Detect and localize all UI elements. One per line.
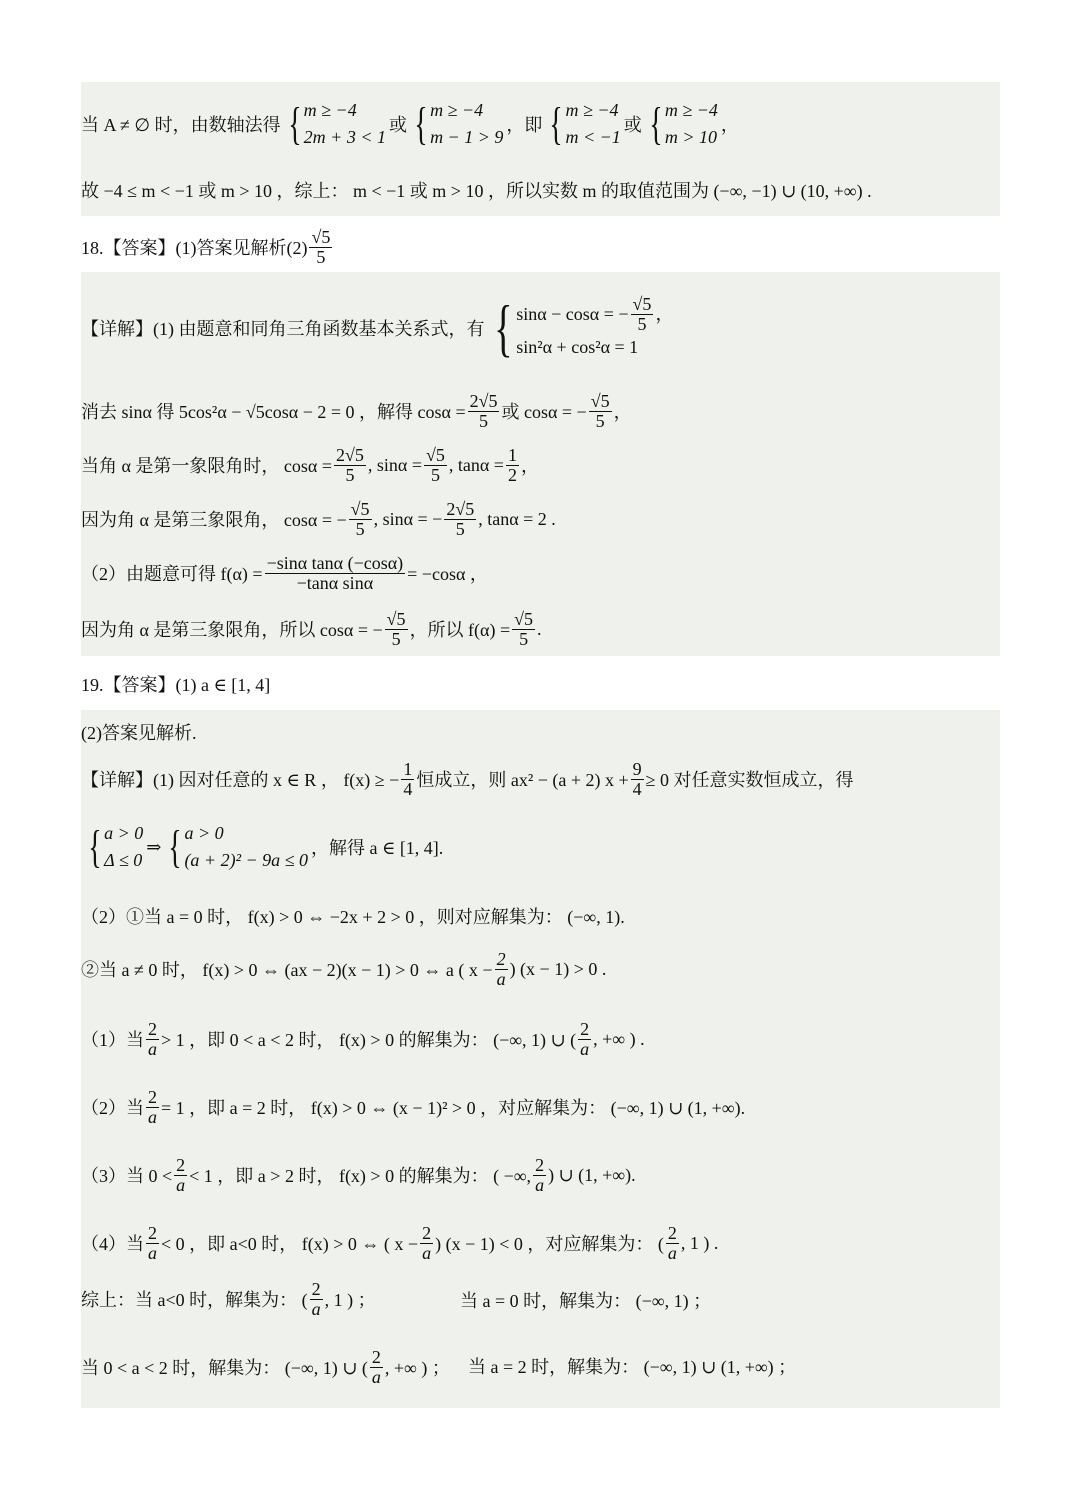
row: a > 0 xyxy=(104,823,144,843)
fraction xyxy=(420,1224,433,1263)
q18-detail-3 xyxy=(81,442,539,488)
fraction xyxy=(146,1020,159,1059)
numerator: 9 xyxy=(632,758,642,779)
text: , sinα = − xyxy=(373,508,443,529)
numerator: 2 xyxy=(148,1222,157,1243)
system-4: { m ≥ −4 m > 10 xyxy=(649,98,718,149)
numerator: 2 xyxy=(311,1278,321,1299)
text: ， xyxy=(613,402,632,422)
row: Δ ≤ 0 xyxy=(104,850,143,870)
denominator: a xyxy=(311,1298,321,1319)
text: 19.【答案】(1) a ∈ [1, 4] xyxy=(81,675,271,695)
text: ， xyxy=(520,456,539,476)
text: ) (x − 1) < 0 ，对应解集为： ( xyxy=(435,1234,664,1254)
denominator: a xyxy=(176,1174,186,1195)
fraction xyxy=(174,1156,187,1195)
text: ，所以 f(α) = xyxy=(409,620,511,640)
numerator: 2√5 xyxy=(446,498,475,519)
fraction xyxy=(309,228,332,267)
case-3 xyxy=(81,1152,636,1198)
denominator: a xyxy=(667,1242,677,1263)
fraction xyxy=(512,610,535,649)
fraction xyxy=(349,500,372,539)
fraction xyxy=(578,1020,591,1059)
case-1 xyxy=(81,1016,645,1062)
row: sin²α + cos²α = 1 xyxy=(516,336,639,357)
text: 【详解】(1) 由题意和同角三角函数基本关系式，有 xyxy=(81,319,485,339)
text: ) (x − 1) > 0 . xyxy=(509,958,607,979)
fraction xyxy=(589,392,612,431)
text: ) ∪ (1, +∞). xyxy=(548,1164,636,1185)
q19-detail-2 xyxy=(81,818,443,876)
fraction xyxy=(444,500,476,539)
numerator: 2 xyxy=(422,1222,432,1243)
system-1: { a > 0 Δ ≤ 0 xyxy=(88,821,144,872)
q19-detail-3 xyxy=(81,896,625,936)
denominator: 5 xyxy=(391,628,401,649)
numerator: 2 xyxy=(535,1154,545,1175)
row: m ≥ −4 xyxy=(664,100,718,120)
summary-1-right xyxy=(460,1280,711,1320)
row: m ≥ −4 xyxy=(430,100,484,120)
denominator: 4 xyxy=(403,778,413,799)
numerator: 2√5 xyxy=(469,390,498,411)
text: 18.【答案】(1)答案见解析(2) xyxy=(81,238,308,258)
denominator: a xyxy=(148,1242,157,1263)
text: 或 cosα = − xyxy=(501,402,587,422)
q19-detail-1 xyxy=(81,756,854,802)
numerator: √5 xyxy=(590,390,610,411)
numerator: 2 xyxy=(667,1222,677,1243)
numerator: √5 xyxy=(350,498,370,519)
numerator: √5 xyxy=(311,226,331,247)
numerator: √5 xyxy=(514,608,534,629)
denominator: a xyxy=(496,968,506,989)
text: 当 0 < a < 2 时，解集为： (−∞, 1) ∪ ( xyxy=(81,1358,368,1378)
row: m < −1 xyxy=(565,127,621,147)
numerator: 2 xyxy=(371,1346,381,1367)
denominator: a xyxy=(580,1038,590,1059)
fraction xyxy=(334,446,366,485)
numerator: 2 xyxy=(148,1086,157,1107)
text: > 1 ，即 0 < a < 2 时， f(x) > 0 的解集为： (−∞, 1) ∪ ( xyxy=(161,1030,577,1050)
row: m > 10 xyxy=(664,127,717,147)
q19-answer xyxy=(81,664,270,704)
fraction xyxy=(310,1280,323,1319)
text: 【详解】(1) 因对任意的 x ∈ R ， f(x) ≥ − xyxy=(81,770,400,790)
text: 因为角 α 是第三象限角， cosα = − xyxy=(81,510,347,530)
text: = −cosα ， xyxy=(407,564,488,584)
summary-2 xyxy=(81,1344,450,1390)
text: (2)答案见解析. xyxy=(81,723,197,743)
row: a > 0 xyxy=(184,823,224,843)
denominator: −tanα sinα xyxy=(296,572,374,593)
text: = 1 ，即 a = 2 时， f(x) > 0 ⇔ (x − 1)² > 0 ，对应解集为： (−∞, 1) ∪ (1, +∞). xyxy=(161,1098,746,1118)
denominator: 5 xyxy=(519,628,529,649)
denominator: a xyxy=(148,1038,157,1059)
text: （2）①当 a = 0 时， f(x) > 0 ⇔ −2x + 2 > 0 ，则对应解集为： (−∞, 1). xyxy=(81,907,625,927)
q18-detail-4 xyxy=(81,496,556,542)
row: 2m + 3 < 1 xyxy=(303,127,386,147)
numerator: 1 xyxy=(507,444,517,465)
fraction xyxy=(424,446,447,485)
denominator: 5 xyxy=(455,518,465,539)
q18-answer xyxy=(81,224,334,270)
fraction xyxy=(468,392,500,431)
numerator: 2 xyxy=(148,1018,157,1039)
numerator: √5 xyxy=(386,608,406,629)
text: 因为角 α 是第三象限角，所以 cosα = − xyxy=(81,620,383,640)
denominator: 5 xyxy=(479,410,489,431)
fraction xyxy=(401,760,414,799)
summary-2-right xyxy=(468,1346,796,1386)
text: 当 a = 2 时，解集为： (−∞, 1) ∪ (1, +∞) ； xyxy=(468,1357,797,1377)
denominator: 5 xyxy=(345,464,355,485)
fraction xyxy=(506,446,519,485)
denominator: a xyxy=(422,1242,432,1263)
text: < 1 ，即 a > 2 时， f(x) > 0 的解集为： ( −∞, xyxy=(189,1166,532,1186)
numerator: √5 xyxy=(426,444,445,465)
q18-detail-6 xyxy=(81,606,542,652)
text: ， xyxy=(655,304,674,324)
denominator: a xyxy=(371,1366,381,1387)
row: m ≥ −4 xyxy=(303,100,357,120)
text: , tanα = 2 . xyxy=(478,508,556,529)
text: ， xyxy=(720,115,739,135)
numerator: √5 xyxy=(632,294,652,315)
system: { sinα − cosα = − $\frac{√5}{5}$ ， sin²α + cos²α = 1 xyxy=(493,292,674,363)
q18-detail-2 xyxy=(81,388,632,434)
text: ，即 xyxy=(506,115,543,135)
system-1: { m ≥ −4 2m + 3 < 1 xyxy=(287,98,386,149)
numerator: 2√5 xyxy=(336,444,364,465)
case-2 xyxy=(81,1084,745,1130)
denominator: 4 xyxy=(632,778,642,799)
fraction xyxy=(666,1224,679,1263)
text: 故 −4 ≤ m < −1 或 m > 10 ，综上： m < −1 或 m > 10 ，所以实数 m 的取值范围为 (−∞, −1) ∪ (10, +∞) . xyxy=(81,181,872,201)
denominator: a xyxy=(148,1106,157,1127)
text: ≥ 0 对任意实数恒成立，得 xyxy=(645,770,854,790)
row: m − 1 > 9 xyxy=(430,127,504,147)
text: 综上：当 a<0 时，解集为： ( xyxy=(81,1290,308,1310)
text: sinα − cosα = − xyxy=(516,304,629,324)
fraction xyxy=(265,554,406,593)
text: 恒成立，则 ax² − (a + 2) x + xyxy=(416,770,629,790)
denominator: 5 xyxy=(595,410,605,431)
text: < 0 ，即 a<0 时， f(x) > 0 ⇔ ( x − xyxy=(161,1234,419,1254)
row: m ≥ −4 xyxy=(565,100,619,120)
text: （2）当 xyxy=(81,1098,144,1118)
text: ⇒ xyxy=(146,836,162,857)
case-4 xyxy=(81,1220,718,1266)
fraction xyxy=(495,950,508,989)
text: 当 a = 0 时，解集为： (−∞, 1) ； xyxy=(460,1291,712,1311)
numerator: 2 xyxy=(496,948,506,969)
text: 或 xyxy=(388,115,407,135)
text: , 1 ) ； xyxy=(324,1290,376,1310)
text: ②当 a ≠ 0 时， f(x) > 0 ⇔ (ax − 2)(x − 1) > 0 ⇔ a ( x − xyxy=(81,960,493,980)
system-3: { m ≥ −4 m < −1 xyxy=(549,98,621,149)
denominator: 5 xyxy=(430,464,440,485)
fraction xyxy=(631,760,644,799)
text: 当 A ≠ ∅ 时，由数轴法得 xyxy=(81,115,281,135)
q19-detail-4 xyxy=(81,946,606,992)
text: （3）当 0 < xyxy=(81,1166,173,1186)
numerator: −sinα tanα (−cosα) xyxy=(266,552,404,573)
text: , +∞ ) ； xyxy=(384,1358,450,1378)
text: , 1 ) . xyxy=(680,1232,719,1253)
system-2: { m ≥ −4 m − 1 > 9 xyxy=(414,98,504,149)
fraction xyxy=(370,1348,383,1387)
fraction xyxy=(146,1088,159,1127)
fraction xyxy=(146,1224,159,1263)
q18-detail-1 xyxy=(81,290,676,366)
text: （4）当 xyxy=(81,1234,144,1254)
denominator: 5 xyxy=(355,518,365,539)
text: , sinα = xyxy=(367,454,422,475)
text: 当角 α 是第一象限角时， cosα = xyxy=(81,456,333,476)
fraction xyxy=(533,1156,546,1195)
text: 消去 sinα 得 5cos²α − √5cosα − 2 = 0 ，解得 cosα = xyxy=(81,402,466,422)
text: . xyxy=(537,618,542,639)
text: ，解得 a ∈ [1, 4]. xyxy=(311,838,444,858)
text: , +∞ ) . xyxy=(593,1028,645,1049)
denominator: 2 xyxy=(507,464,517,485)
denominator: a xyxy=(535,1174,545,1195)
summary-1 xyxy=(81,1276,376,1322)
numerator: 2 xyxy=(176,1154,186,1175)
numerator: 2 xyxy=(580,1018,590,1039)
text: （1）当 xyxy=(81,1030,144,1050)
q17-line-1 xyxy=(81,98,739,150)
q17-line-2 xyxy=(81,170,872,210)
text: 或 xyxy=(623,115,642,135)
fraction xyxy=(631,295,654,334)
system-2: { a > 0 (a + 2)² − 9a ≤ 0 xyxy=(168,821,308,872)
denominator: 5 xyxy=(637,314,647,334)
text: （2）由题意可得 f(α) = xyxy=(81,564,263,584)
text: , tanα = xyxy=(448,454,504,475)
q19-answer-2 xyxy=(81,712,197,752)
denominator: 5 xyxy=(316,246,326,267)
numerator: 1 xyxy=(403,758,413,779)
fraction xyxy=(385,610,408,649)
q18-detail-5 xyxy=(81,550,488,596)
row: (a + 2)² − 9a ≤ 0 xyxy=(184,850,308,870)
row xyxy=(516,295,673,334)
